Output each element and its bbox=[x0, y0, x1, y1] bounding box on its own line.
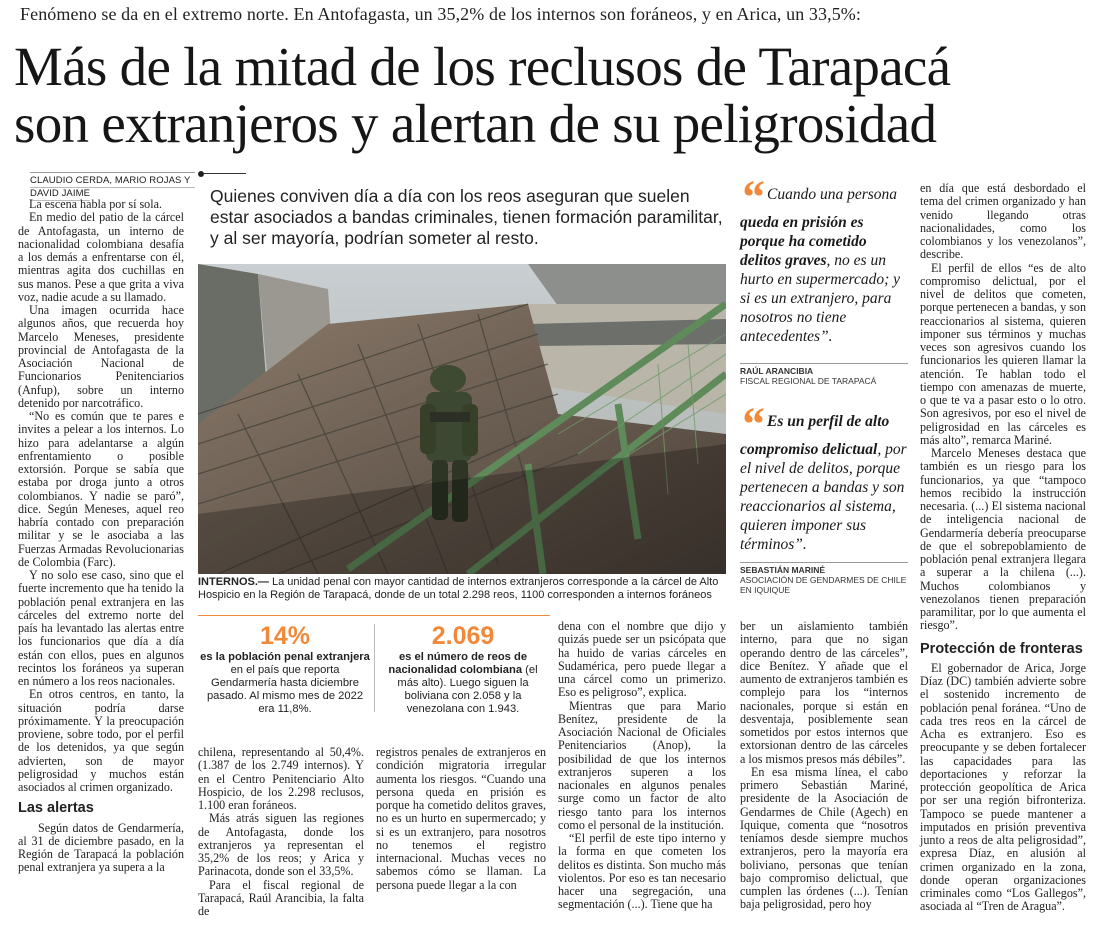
paragraph: Una imagen ocurrida hace algunos años, que recuerda hoy Marcelo Meneses, presidente provincial de Antofagasta de la Asociación Nacional de Funcionarios Penitenciarios (Anfup), sobre un interno detenido por narcotráfico. bbox=[18, 303, 184, 410]
paragraph: ber un aislamiento también interno, para que no sigan operando dentro de las cárceles”, dice Benítez. Y añade que el aumento de extranjeros también es complejo para los “internos nacionales, porque si están en desventaja, posiblemente sean sometidos por estos internos que extorsionan dentro de las cárceles a los mismos presos más débiles”. bbox=[740, 619, 908, 766]
paragraph: dena con el nombre que dijo y quizás puede ser un psicópata que ha huido de varias cárceles en Sudamérica, pero puede llegar a una cárcel como un primerizo. Eso es peligroso”, explica. bbox=[558, 619, 726, 700]
stat-description bbox=[200, 651, 370, 716]
stats-top-rule bbox=[198, 615, 550, 616]
pull-quote-1 bbox=[740, 171, 908, 346]
stat-description-text: (el más alto). Luego siguen la boliviana con 2.058 y la venezolana con 1.943. bbox=[397, 664, 538, 715]
stat-box-2 bbox=[378, 622, 548, 716]
paragraph: El gobernador de Arica, Jorge Díaz (DC) también advierte sobre el sostenido incremento de población penal foránea. “Uno de cada tres reos en la cárcel de Acha es extranjero. Eso es preocupante y se deben fortalecer las capacidades para las deportaciones y reforzar la protección geopolítica de Arica por ser una región bifronteriza. Tampoco se puede mantener a imputados en prisión preventiva junto a reos de alta peligrosidad”, expresa Díaz, en alusión al crimen organizado en la zona, donde operan organizaciones criminales como “Los Gallegos”, asociada al “Tren de Aragua”. bbox=[920, 660, 1086, 914]
paragraph: Marcelo Meneses destaca que también es un riesgo para los funcionarios, ya que “tampoco hemos recibido la instrucción necesaria. (...) El sistema nacional de inteligencia nacional de Gendarmería debería preocuparse de que el sobrepoblamiento de población penal extranjera llegara a superar a la chilena (...). Muchos colombianos y venezolanos tienen preparación paramilitar, por lo que aumenta el riesgo”. bbox=[920, 446, 1086, 633]
paragraph: registros penales de extranjeros en condición migratoria irregular aumenta los riesgos. “Cuando una persona queda en prisión es porque ha cometido delitos graves, no es un hurto en supermercado; y si es un extranjero, para nosotros no tenemos el registro internacional. Muchas veces no sabemos cómo se llaman. La persona puede llegar a la con bbox=[376, 745, 546, 892]
stat-description-text: en el país que reporta Gendarmería hasta diciembre pasado. Al mismo mes de 2022 era 11,8%. bbox=[206, 664, 364, 715]
quote-author-role: FISCAL REGIONAL DE TARAPACÁ bbox=[740, 376, 877, 386]
quote-attribution-2 bbox=[740, 562, 908, 595]
headline bbox=[14, 38, 1094, 152]
photo-prison-yard bbox=[198, 264, 726, 574]
photo-illustration bbox=[198, 264, 726, 574]
paragraph: “El perfil de este tipo interno y la forma en que cometen los delitos es distinta. Son mucho más violentos. Por eso es tan necesario hacer una segregación, una segmentación (...). Tiene que ha bbox=[558, 831, 726, 912]
deck: Quienes conviven día a día con los reos aseguran que suelen estar asociados a bandas criminales, tienen formación paramilitar, y al ser mayoría, podrían someter al resto. bbox=[210, 186, 723, 248]
stat-value: 2.069 bbox=[431, 622, 495, 650]
paragraph: Para el fiscal regional de Tarapacá, Raúl Arancibia, la falta de bbox=[198, 877, 364, 918]
stat-value: 14% bbox=[259, 622, 311, 650]
quote-text-post: , por el nivel de delitos, porque pertenecen a bandas y son reaccionarios al sistema, quieren imponer sus términos”. bbox=[740, 441, 907, 553]
column-6 bbox=[920, 182, 1086, 914]
quote-author: RAÚL ARANCIBIA bbox=[740, 366, 814, 376]
quote-mark-icon: “ bbox=[740, 171, 764, 224]
quote-mark-icon: “ bbox=[740, 398, 764, 451]
headline-line-1: Más de la mitad de los reclusos de Tarapacá bbox=[14, 36, 951, 97]
stat-box-1 bbox=[200, 622, 370, 716]
paragraph: En esa misma línea, el cabo primero Sebastián Mariné, presidente de la Asociación de Gendarmes de Chile (Agech) en Iquique, comenta que “nosotros teníamos desde siempre muchos extranjeros, pero la mayoría era boliviano, personas que tenían bajo compromiso delictual, que cumplen las órdenes (...). Tenían baja peligrosidad, pero hoy bbox=[740, 764, 908, 912]
column-4 bbox=[558, 620, 726, 912]
stats-divider bbox=[374, 624, 375, 712]
section-heading: Protección de fronteras bbox=[920, 640, 1083, 657]
byline-line-2: DAVID JAIME bbox=[30, 188, 91, 199]
quote-text-bold: Es un perfil de alto compromiso delictual bbox=[740, 413, 890, 458]
paragraph: El perfil de ellos “es de alto compromiso delictual, por el nivel de delitos que cometen, porque pertenecen a bandas, y son reaccionarios al sistema, quieren imponer sus términos y muchas veces son agresivos cuando los funcionarios les quieren llamar la atención. Te hablan todo el tiempo con amenazas de muerte, o que te va a pasar esto o lo otro. Son agresivos, por eso el nivel de peligrosidad en las cárceles es más alto”, remarca Mariné. bbox=[920, 260, 1086, 447]
pull-quote-2 bbox=[740, 398, 908, 554]
paragraph: Y no solo ese caso, sino que el fuerte incremento que ha tenido la población penal extranjera en las cárceles del extremo norte del país ha levantado las alertas entre los funcionarios que día a día están con ellos, pues en algunos recintos los foráneos ya superan en número a los reos nacionales. bbox=[18, 568, 184, 688]
column-2 bbox=[198, 746, 364, 918]
paragraph: en día que está desbordado el tema del crimen organizado y han venido llegando otras nacionalidades, como los colombianos y los venezolanos”, describe. bbox=[920, 181, 1086, 262]
paragraph: En medio del patio de la cárcel de Antofagasta, un interno de nacionalidad colombiana desafía a los demás a enfrentarse con él, mientras agita dos cuchillas en sus manos. Pese a que grita a viva voz, nadie acude a su llamado. bbox=[18, 210, 184, 304]
quote-author: SEBASTIÁN MARINÉ bbox=[740, 565, 826, 575]
column-5 bbox=[740, 620, 908, 912]
quote-text-post: , no es un hurto en supermercado; y si es un extranjero, para nosotros no tiene antecedentes”. bbox=[740, 252, 900, 345]
column-3 bbox=[376, 746, 546, 892]
quote-text-pre: Cuando una persona bbox=[767, 186, 898, 203]
kicker: Fenómeno se da en el extremo norte. En Antofagasta, un 35,2% de los internos son foráneos, y en Arica, un 33,5%: bbox=[20, 4, 862, 24]
caption-text: La unidad penal con mayor cantidad de internos extranjeros corresponde a la cárcel de Alto Hospicio en la Región de Tarapacá, donde de un total 2.298 reos, 1100 corresponden a internos foráneos bbox=[198, 576, 719, 601]
deck-bullet-icon bbox=[198, 171, 204, 177]
paragraph: La escena habla por sí sola. bbox=[29, 197, 162, 211]
section-heading: Las alertas bbox=[18, 800, 94, 817]
paragraph: chilena, representando al 50,4%. (1.387 de los 2.749 internos). Y en el Centro Penitenciario Alto Hospicio, de los 2.298 reclusos, 1.100 eran foráneos. bbox=[198, 745, 364, 812]
column-1 bbox=[18, 198, 184, 875]
paragraph: Más atrás siguen las regiones de Antofagasta, donde los extranjeros ya representan el 35,2% de los reos; y Arica y Parinacota, donde son el 33,5%. bbox=[198, 811, 364, 879]
stat-description-bold: es la población penal extranjera bbox=[200, 651, 370, 663]
stat-description-bold: es el número de reos de nacionalidad colombiana bbox=[388, 651, 528, 676]
caption-lead: INTERNOS.— bbox=[198, 576, 269, 588]
paragraph: Según datos de Gendarmería, al 31 de diciembre pasado, en la Región de Tarapacá la población penal extranjera ya supera a la bbox=[18, 820, 184, 875]
quote-author-role: ASOCIACIÓN DE GENDARMES DE CHILE EN IQUIQUE bbox=[740, 575, 907, 595]
stat-description bbox=[378, 651, 548, 716]
quote-attribution-1 bbox=[740, 363, 908, 386]
paragraph: “No es común que te pares e invites a pelear a los internos. Lo hizo para adelantarse a algún enfrentamiento o posible extorsión. Porque se sabía que estaba por droga junto a otros colombianos. Y nadie se paró”, dice. Según Meneses, aquel reo habría contado con preparación militar y se le asociaba a las Fuerzas Armadas Revolucionarias de Colombia (Farc). bbox=[18, 409, 184, 569]
paragraph: En otros centros, en tanto, la situación podría darse próximamente. Y la preocupación proviene, sobre todo, por el perfil de los detenidos, ya que según advierten, son de mayor peligrosidad y muchos están asociados al crimen organizado. bbox=[18, 687, 184, 794]
headline-line-2: son extranjeros y alertan de su peligrosidad bbox=[14, 93, 937, 154]
deck-rule bbox=[204, 173, 246, 174]
byline-line-1: CLAUDIO CERDA, MARIO ROJAS Y bbox=[30, 175, 195, 188]
quote-text-bold: queda en prisión es porque ha cometido delitos graves bbox=[740, 214, 867, 269]
paragraph: Mientras que para Mario Benítez, presidente de la Asociación Nacional de Oficiales Penitenciarios (Anop), la posibilidad de que los internos extranjeros superen a los nacionales en algunos penales surge como un factor de alto riesgo tanto para los internos como el personal de la institución. bbox=[558, 698, 726, 832]
photo-caption bbox=[198, 576, 728, 602]
